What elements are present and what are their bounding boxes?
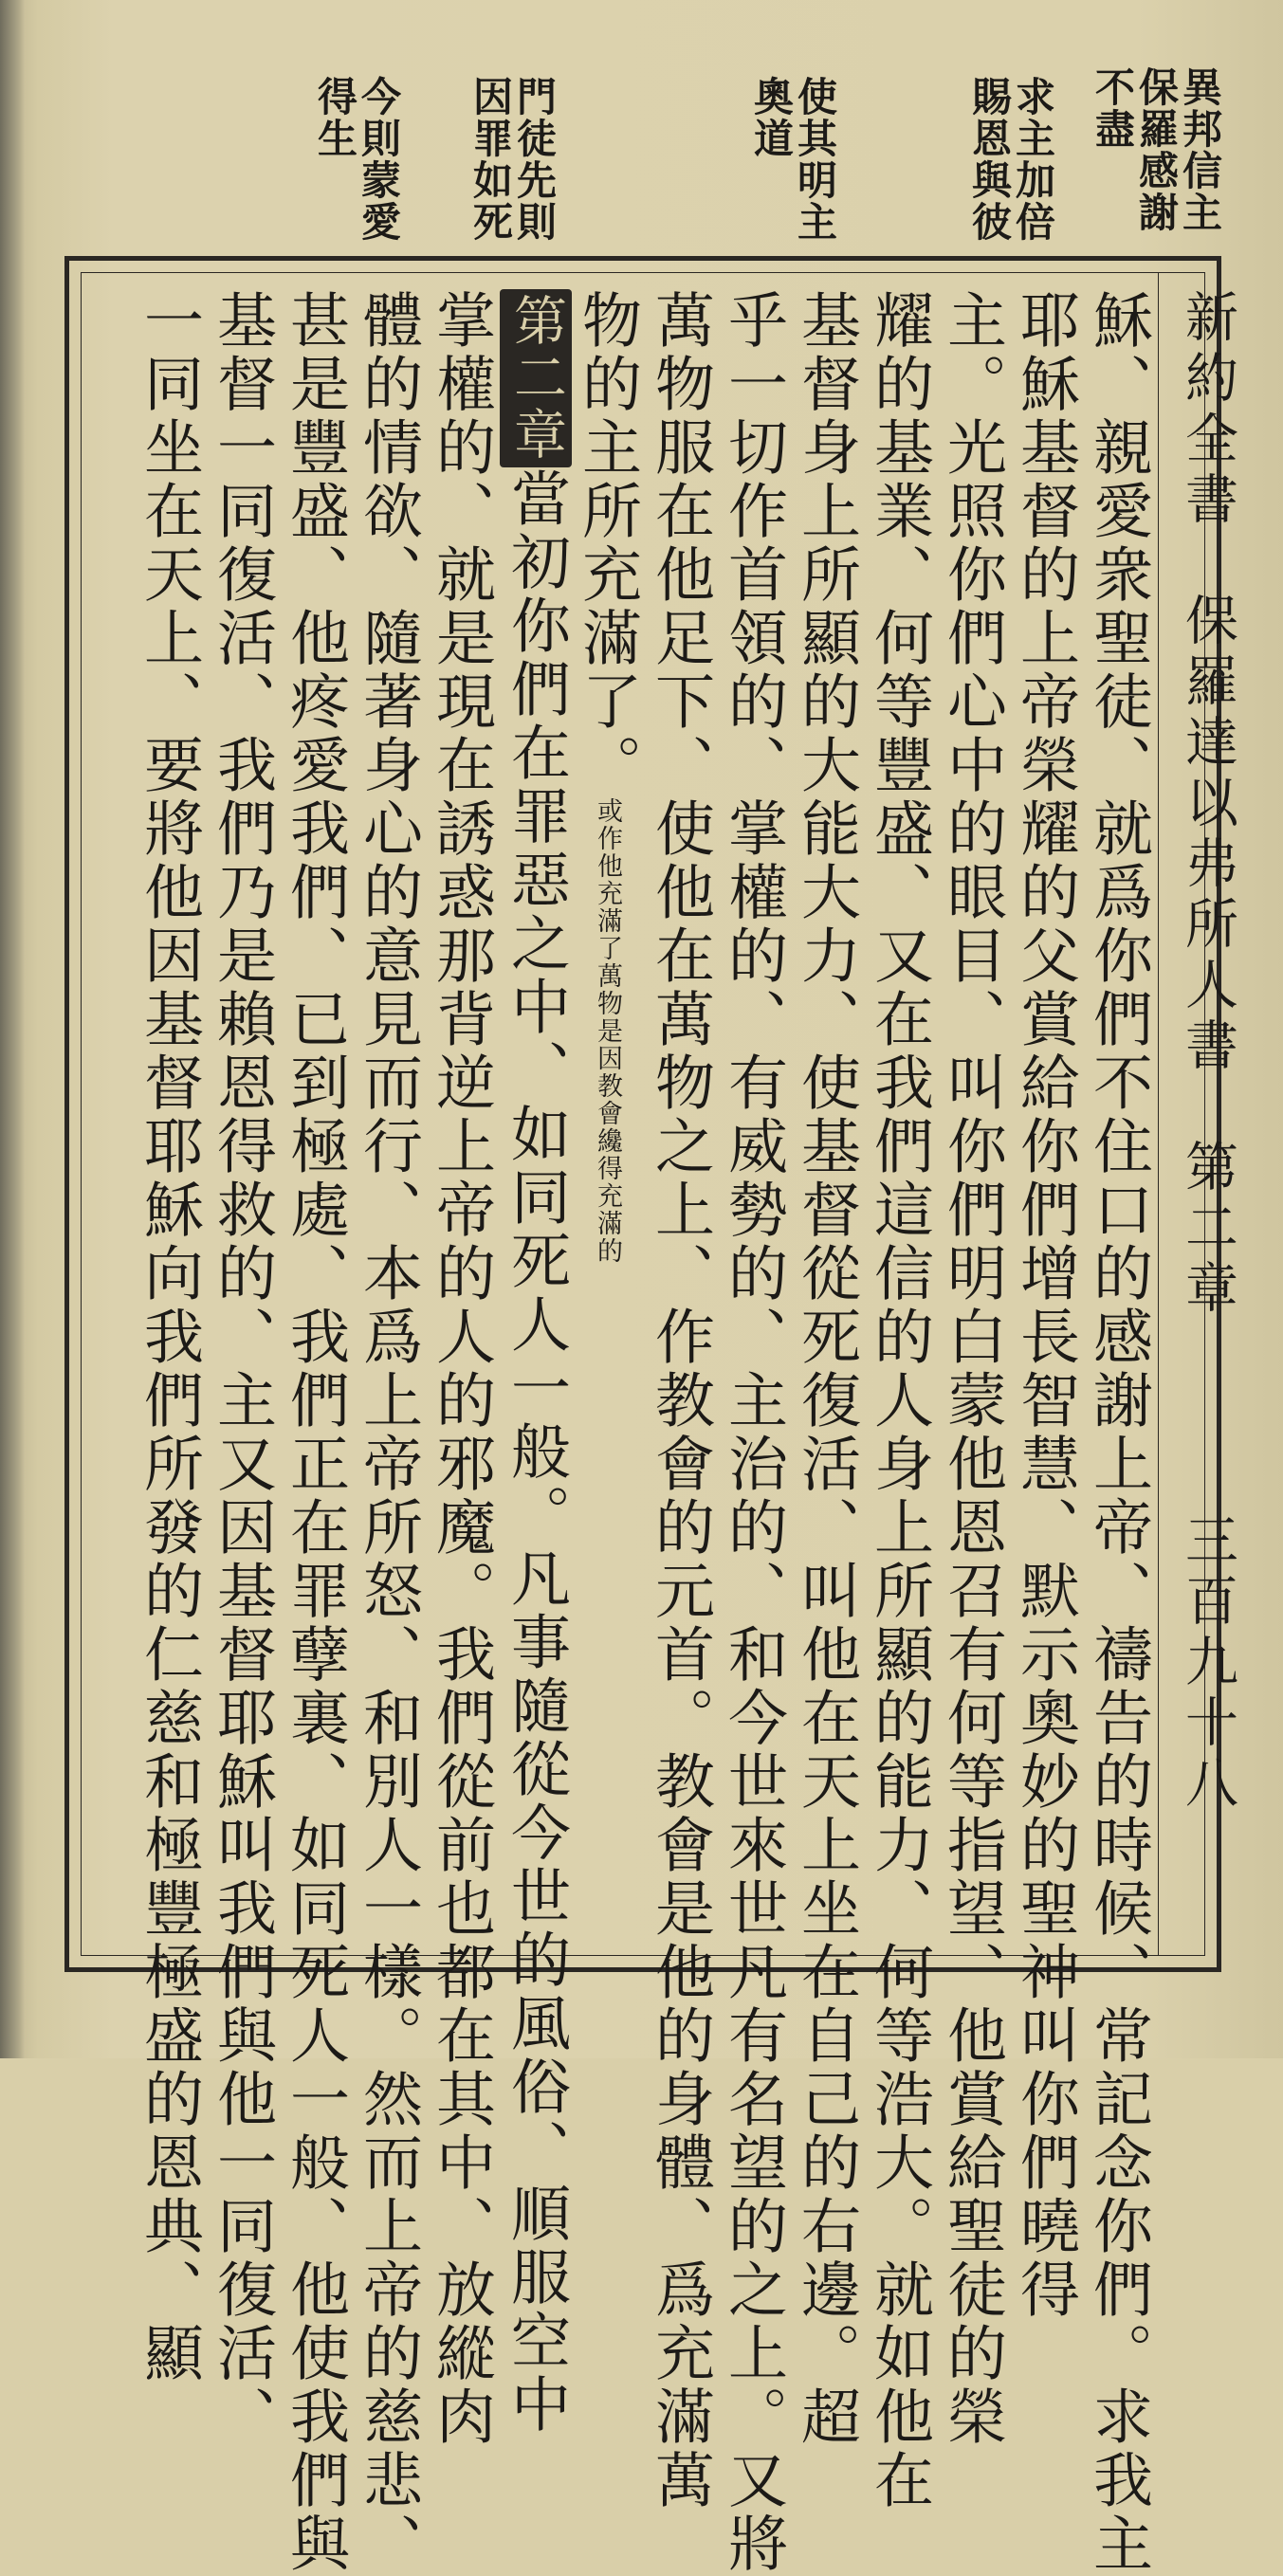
headnote-1: 異邦信主保羅感謝不盡 bbox=[1090, 66, 1223, 233]
text-column-12: 甚是豐盛、他疼愛我們、已到極處、我們正在罪孽裏、如同死人一般、他使我們與 bbox=[281, 289, 350, 2576]
headnote-5: 今則蒙愛得生 bbox=[312, 76, 402, 243]
text-column-9 bbox=[500, 289, 572, 2437]
headnote-3: 使其明主奧道 bbox=[748, 76, 838, 243]
text-column-11: 體的情欲、隨著身心的意見而行、本爲上帝所怒、和別人一樣。然而上帝的慈悲、 bbox=[354, 289, 423, 2576]
text-column-2: 耶穌基督的上帝榮耀的父賞給你們增長智慧、默示奧妙的聖神叫你們曉得 bbox=[1011, 289, 1080, 2322]
text-column-14: 一同坐在天上、要將他因基督耶穌向我們所發的仁慈和極豐極盛的恩典、顯 bbox=[135, 289, 204, 2385]
headnote-4: 門徒先則因罪如死 bbox=[467, 76, 558, 243]
header-rule bbox=[1158, 272, 1159, 1956]
text-column-6: 乎一切作首領的、掌權的、有威勢的、主治的、和今世來世凡有名望的之上。又將 bbox=[719, 289, 788, 2576]
text-frame bbox=[64, 256, 1238, 2576]
text-column-4: 耀的基業、何等豐盛、又在我們這信的人身上所顯的能力、何等浩大。就如他在 bbox=[865, 289, 934, 2512]
running-header: 新約全書 保羅達以弗所人書 第二章 bbox=[1177, 289, 1238, 1321]
text-column-3: 主。光照你們心中的眼目、叫你們明白蒙他恩召有何等指望、他賞給聖徒的榮 bbox=[938, 289, 1007, 2449]
headnote-2: 求主加倍賜恩與彼 bbox=[966, 76, 1056, 243]
text-column-7: 萬物服在他足下、使他在萬物之上、作教會的元首。教會是他的身體、爲充滿萬 bbox=[646, 289, 715, 2512]
chapter-label: 第二章 bbox=[500, 289, 572, 467]
text-column-10: 掌權的、就是現在誘惑那背逆上帝的人的邪魔。我們從前也都在其中、放縱肉 bbox=[427, 289, 496, 2449]
footnote: 或作他充滿了萬物是因教會纔得充滿的 bbox=[593, 797, 622, 1265]
text-column-9-text: 當初你們在罪惡之中、如同死人一般。凡事隨從今世的風俗、順服空中 bbox=[502, 467, 571, 2437]
text-column-8 bbox=[573, 289, 641, 1265]
text-column-5: 基督身上所顯的大能大力、使基督從死復活、叫他在天上坐在自己的右邊。超 bbox=[792, 289, 861, 2449]
text-column-1: 穌、親愛衆聖徒、就爲你們不住口的感謝上帝、禱告的時候、常記念你們。求我主 bbox=[1084, 289, 1153, 2576]
text-column-13: 基督一同復活、我們乃是賴恩得救的、主又因基督耶穌叫我們與他一同復活、 bbox=[208, 289, 277, 2449]
binding-shadow bbox=[0, 0, 25, 2058]
text-column-8-text: 物的主所充滿了。 bbox=[573, 289, 642, 797]
page-number: 三百九十八 bbox=[1177, 1512, 1238, 1816]
